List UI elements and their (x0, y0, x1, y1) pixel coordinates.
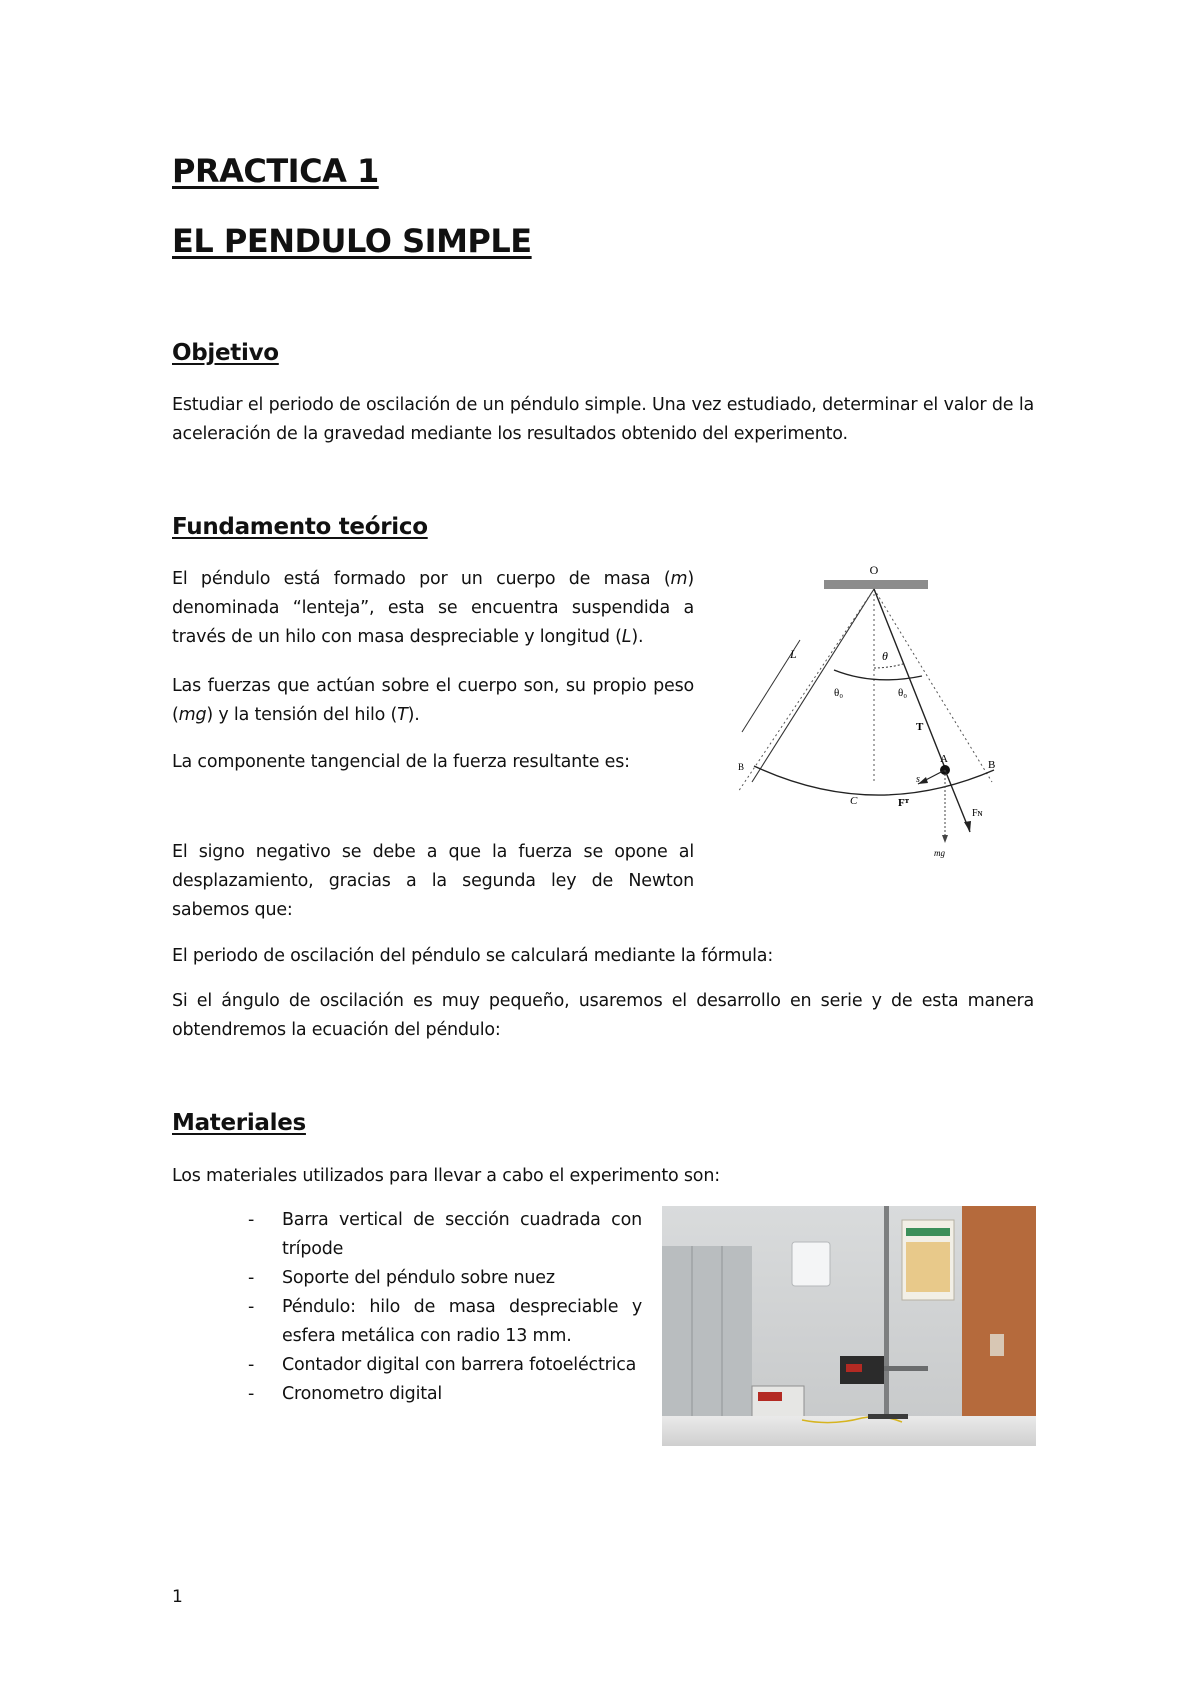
timer-display (758, 1392, 782, 1401)
digital-timer (752, 1386, 804, 1420)
label-o: O (869, 563, 879, 577)
poster-content (906, 1242, 950, 1292)
fundamento-paragraph-5: El periodo de oscilación del péndulo se calculará mediante la fórmula: (172, 946, 774, 966)
section-heading-materiales: Materiales (172, 1110, 306, 1136)
fundamento-paragraph-3: La componente tangencial de la fuerza resultante es: (172, 752, 630, 772)
label-s: s (916, 774, 920, 785)
dotted-right-line (874, 589, 992, 782)
theta-arc (874, 664, 903, 668)
label-theta: θ (882, 649, 888, 663)
normal-force-arrowhead (964, 821, 971, 832)
poster-band (906, 1228, 950, 1236)
lab-setup-photo (662, 1206, 1036, 1446)
list-item: - Barra vertical de sección cuadrada con trípode (240, 1206, 642, 1264)
section-heading-fundamento: Fundamento teórico (172, 514, 428, 540)
counter-display (846, 1364, 862, 1372)
practice-title: PRACTICA 1 (172, 152, 379, 190)
list-item: - Cronometro digital (240, 1380, 642, 1409)
label-theta0-left: θ₀ (834, 687, 844, 699)
tripod-base (868, 1414, 908, 1419)
materials-list (240, 1206, 642, 1409)
fundamento-paragraph-6: Si el ángulo de oscilación es muy pequeño, usaremos el desarrollo en serie y de esta manera obtendremos la ecuación del péndulo: (172, 991, 1034, 1040)
page-number: 1 (172, 1587, 183, 1607)
ceiling-support (824, 580, 928, 589)
document-title: EL PENDULO SIMPLE (172, 222, 532, 260)
label-tangential-force: Fᵀ (898, 797, 909, 809)
list-item: - Péndulo: hilo de masa despreciable y esfera metálica con radio 13 mm. (240, 1293, 642, 1351)
glass-panel (662, 1246, 752, 1416)
label-c: C (850, 795, 858, 807)
label-b: B (988, 759, 996, 771)
vertical-rod (884, 1206, 889, 1418)
label-weight: mg (934, 848, 945, 858)
label-theta0-right: θ₀ (898, 687, 908, 699)
list-item: - Contador digital con barrera fotoeléctrica (240, 1351, 642, 1380)
fundamento-paragraph-4: El signo negativo se debe a que la fuerza se opone al desplazamiento, gracias a la segunda ley de Newton sabemos que: (172, 842, 694, 920)
wooden-door (962, 1206, 1036, 1416)
list-item: - Soporte del péndulo sobre nuez (240, 1264, 642, 1293)
label-normal-force: Fɴ (972, 808, 983, 819)
wall-dispenser (792, 1242, 830, 1286)
fundamento-paragraph-2: Las fuerzas que actúan sobre el cuerpo son, su propio peso (mg) y la tensión del hilo (T). (172, 676, 694, 725)
label-tension: T (916, 721, 924, 733)
door-sign (990, 1334, 1004, 1356)
string-left-position (752, 589, 874, 782)
label-b-prime: B (738, 762, 745, 772)
label-a: A (940, 753, 948, 765)
objetivo-paragraph: Estudiar el periodo de oscilación de un péndulo simple. Una vez estudiado, determinar el valor de la aceleración de la gravedad mediante los resultados obtenido del experimento. (172, 395, 1034, 444)
section-heading-objetivo: Objetivo (172, 340, 279, 366)
weight-arrowhead (942, 835, 948, 843)
pendulum-diagram (738, 560, 1008, 880)
fundamento-paragraph-1: El péndulo está formado por un cuerpo de masa (m) denominada “lenteja”, esta se encuentra suspendida a través de un hilo con masa despreciable y longitud (L). (172, 569, 694, 647)
label-length: L (790, 647, 797, 661)
materiales-intro: Los materiales utilizados para llevar a cabo el experimento son: (172, 1166, 720, 1186)
